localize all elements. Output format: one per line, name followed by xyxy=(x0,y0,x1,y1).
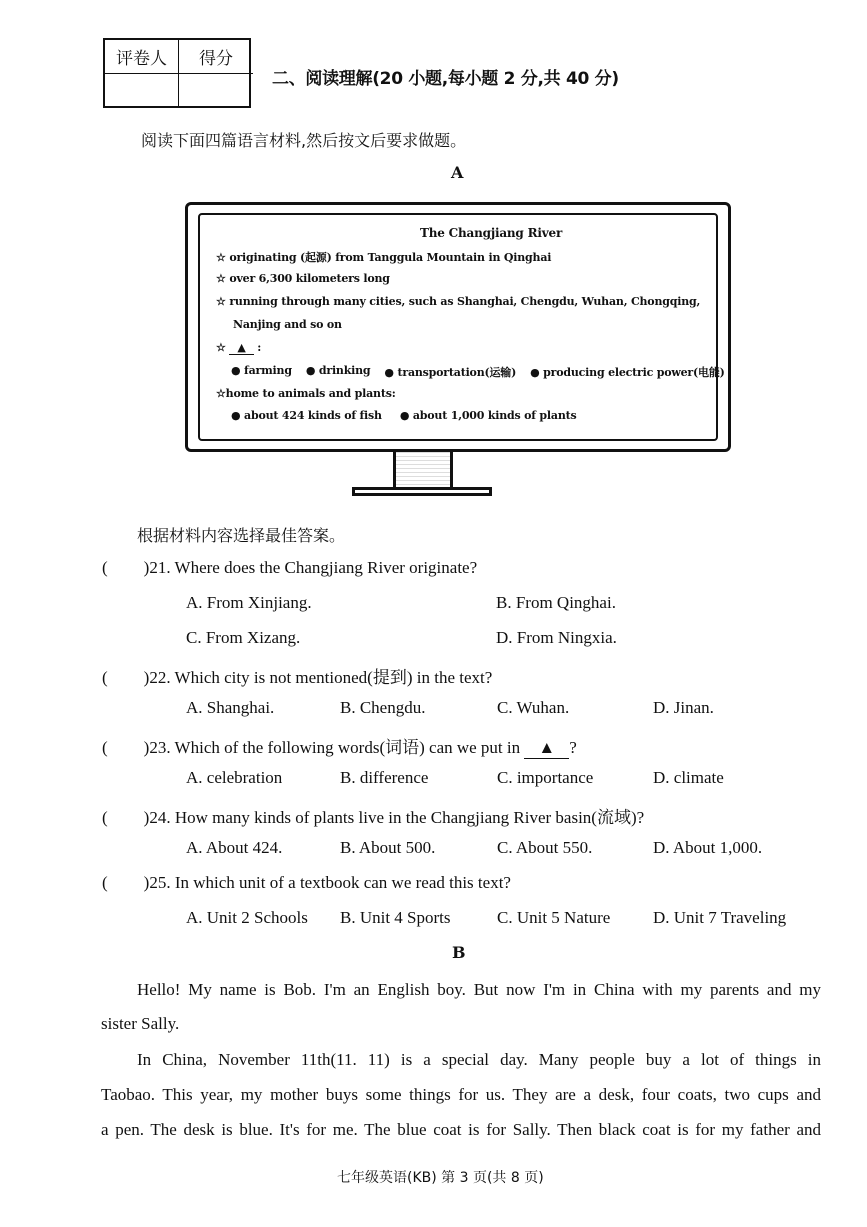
passage-b-line: a pen. The desk is blue. It's for me. The blue coat is for Sally. Then black coat is for my father and xyxy=(101,1120,821,1139)
q23-option-d: D. climate xyxy=(653,768,724,787)
passage-b-line: Taobao. This year, my mother buys some things for us. They are a desk, four coats, two cups and xyxy=(101,1085,821,1104)
q25-option-b: B. Unit 4 Sports xyxy=(340,908,451,927)
sign-line-cities: ☆ running through many cities, such as Shanghai, Chengdu, Wuhan, Chongqing, xyxy=(216,295,701,308)
q24-option-a: A. About 424. xyxy=(186,838,283,857)
sign-line-length: ☆ over 6,300 kilometers long xyxy=(216,272,390,285)
score-label: 得分 xyxy=(179,40,253,74)
questions-prompt: 根据材料内容选择最佳答案。 xyxy=(137,526,346,545)
q22-option-a: A. Shanghai. xyxy=(186,698,275,717)
passage-b-line: In China, November 11th(11. 11) is a special day. Many people buy a lot of things in xyxy=(137,1050,821,1069)
monitor-base xyxy=(352,487,492,496)
passage-b-letter: B xyxy=(452,943,466,962)
q21-option-a: A. From Xinjiang. xyxy=(186,593,312,612)
q22-option-b: B. Chengdu. xyxy=(340,698,426,717)
sign-uses-list xyxy=(231,364,725,380)
section-title: 二、阅读理解(20 小题,每小题 2 分,共 40 分) xyxy=(272,69,619,89)
list-item: ● transportation(运输) xyxy=(384,366,517,379)
list-item: ● about 1,000 kinds of plants xyxy=(399,409,577,422)
blank-triangle: ▲ xyxy=(524,738,569,759)
blank-triangle: ▲ xyxy=(229,341,253,355)
sign-line-cities-cont: Nanjing and so on xyxy=(233,318,342,331)
q23-option-b: B. difference xyxy=(340,768,429,787)
bullet-icon: ● xyxy=(231,409,241,422)
bullet-icon: ● xyxy=(305,364,316,377)
reviewer-label: 评卷人 xyxy=(105,40,179,74)
page-footer: 七年级英语(KB) 第 3 页(共 8 页) xyxy=(337,1170,544,1186)
sign-line-home: ☆home to animals and plants: xyxy=(216,387,396,400)
instructions: 阅读下面四篇语言材料,然后按文后要求做题。 xyxy=(141,131,467,150)
q25-option-a: A. Unit 2 Schools xyxy=(186,908,308,927)
question-21: ( )21. Where does the Changjiang River originate? xyxy=(102,558,478,577)
question-23: ( )23. Which of the following words(词语) can we put in ▲ ? xyxy=(102,738,577,757)
sign-title: The Changjiang River xyxy=(420,226,563,240)
passage-b-line: Hello! My name is Bob. I'm an English boy. But now I'm in China with my parents and my xyxy=(137,980,821,999)
sign-facts-list xyxy=(231,409,577,422)
q23-option-c: C. importance xyxy=(497,768,594,787)
list-item: ● about 424 kinds of fish xyxy=(231,409,382,422)
bullet-icon: ● xyxy=(530,366,540,379)
passage-a-letter: A xyxy=(451,163,464,182)
bullet-icon: ● xyxy=(231,364,241,377)
sign-line-origin: ☆ originating (起源) from Tanggula Mountain in Qinghai xyxy=(216,251,552,264)
star-icon: ☆ xyxy=(216,341,226,354)
list-item: ● drinking xyxy=(305,364,371,377)
list-item: ● producing electric power(电能) xyxy=(530,366,725,379)
question-24: ( )24. How many kinds of plants live in the Changjiang River basin(流域)? xyxy=(102,808,645,827)
question-25: ( )25. In which unit of a textbook can we read this text? xyxy=(102,873,511,892)
star-icon: ☆ xyxy=(216,251,226,264)
q22-option-d: D. Jinan. xyxy=(653,698,714,717)
q25-option-c: C. Unit 5 Nature xyxy=(497,908,611,927)
sign-line-uses: ☆ ▲ : xyxy=(216,341,262,354)
q22-option-c: C. Wuhan. xyxy=(497,698,570,717)
q21-option-b: B. From Qinghai. xyxy=(496,593,616,612)
monitor-stand xyxy=(393,452,453,488)
question-22: ( )22. Which city is not mentioned(提到) in the text? xyxy=(102,668,493,687)
score-table xyxy=(103,38,251,108)
list-item: ● farming xyxy=(231,364,292,377)
q24-option-d: D. About 1,000. xyxy=(653,838,763,857)
q24-option-c: C. About 550. xyxy=(497,838,593,857)
q24-option-b: B. About 500. xyxy=(340,838,436,857)
score-cell xyxy=(179,74,253,108)
q21-option-c: C. From Xizang. xyxy=(186,628,301,647)
bullet-icon: ● xyxy=(384,366,394,379)
q25-option-d: D. Unit 7 Traveling xyxy=(653,908,787,927)
bullet-icon: ● xyxy=(399,409,410,422)
star-icon: ☆ xyxy=(216,295,226,308)
q21-option-d: D. From Ningxia. xyxy=(496,628,617,647)
star-icon: ☆ xyxy=(216,387,226,400)
q23-option-a: A. celebration xyxy=(186,768,283,787)
star-icon: ☆ xyxy=(216,272,226,285)
passage-b-line: sister Sally. xyxy=(101,1014,180,1033)
reviewer-cell xyxy=(105,74,179,108)
